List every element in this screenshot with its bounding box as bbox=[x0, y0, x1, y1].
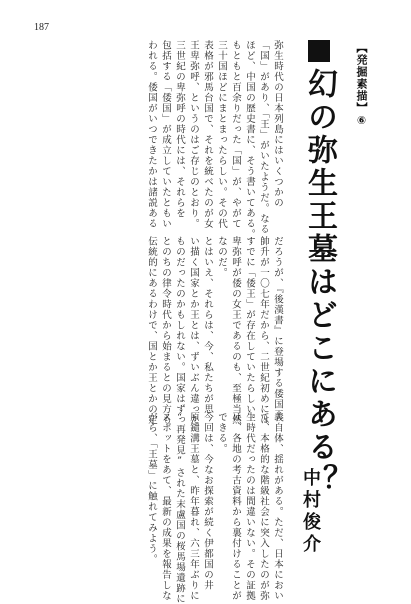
body-line: とのちの律令時代から始まるとの見方も bbox=[160, 236, 171, 425]
body-line: 王卑弥呼、というのはご存じのとおり。 bbox=[188, 40, 199, 229]
series-label: 【発掘素描】⑥ bbox=[355, 42, 368, 128]
title-square-mark bbox=[308, 40, 330, 62]
body-line: “再発見”された末盧国の桜馬場遺跡に bbox=[174, 412, 185, 604]
body-line: なのだ。 bbox=[216, 236, 227, 278]
body-line: できる。 bbox=[216, 412, 227, 454]
body-line: がら、「王墓」に触れてみよう。 bbox=[146, 412, 157, 565]
body-line: は、各地の考古資料から裏付けることが bbox=[230, 412, 241, 601]
body-line: 三世紀の卑弥呼の時代には、それらを bbox=[174, 40, 185, 219]
body-line: 義自体、揺れがある。ただ、日本におい bbox=[272, 412, 283, 601]
body-line: い描く国家とか王とは、ずいぶん違った bbox=[188, 236, 199, 425]
body-line: スポットをあて、最新の成果を報告しな bbox=[160, 412, 171, 601]
body-line: 「国」があり、「王」がいたようだ。なる bbox=[258, 40, 269, 235]
body-line: て、本格的な階級社会に突入したのが弥 bbox=[258, 412, 269, 601]
body-line: 生時代だったのは間違いない。その証拠 bbox=[244, 412, 255, 601]
body-line: だろうが、『後漢書』に登場する倭国王 bbox=[272, 236, 283, 421]
body-text-band-middle bbox=[34, 236, 284, 425]
body-line: 原鑓溝王墓と、昨年暮れ、六三年ぶりに bbox=[188, 412, 199, 601]
body-line: すでに「倭王」が存在していたらしい。 bbox=[244, 236, 255, 425]
body-line: 帥升が一〇七年だから、二世紀初めには bbox=[258, 236, 269, 425]
body-line: 包括する「倭国」が成立していたともい bbox=[160, 40, 171, 229]
body-line: われる。倭国がいつできたかは諸説ある bbox=[146, 40, 157, 229]
body-line: ほど、中国の歴史書に、そう書いてある。 bbox=[244, 40, 255, 240]
author-name: 中村俊介 bbox=[300, 468, 321, 556]
body-line: とはいえ、それらは、今、私たちが思 bbox=[202, 236, 213, 415]
body-line: 今回は、今なお探索が続く伊都国の井 bbox=[202, 412, 213, 591]
body-line: 卑弥呼が倭の女王であるのも、至極当然 bbox=[230, 236, 241, 425]
article-title bbox=[297, 40, 341, 497]
body-line: もともと百余りだった「国」が、やがて bbox=[230, 40, 241, 229]
body-line: 伝統的にあるわけで、国とか王とかの定 bbox=[146, 236, 157, 425]
article-title-text: 幻の弥生王墓はどこにある？ bbox=[302, 68, 337, 497]
page-number: 187 bbox=[34, 22, 49, 33]
body-line: 三十国ほどにまとまったらしい。その代 bbox=[216, 40, 227, 229]
body-line: 弥生時代の日本列島にはいくつかの bbox=[272, 40, 283, 208]
body-text-band-top bbox=[34, 40, 284, 240]
body-text-band-bottom bbox=[34, 412, 284, 604]
body-line: 表格が邪馬台国で、それを統べたのが女 bbox=[202, 40, 213, 229]
body-line: ものだったのかもしれない。国家はずっ bbox=[174, 236, 185, 425]
